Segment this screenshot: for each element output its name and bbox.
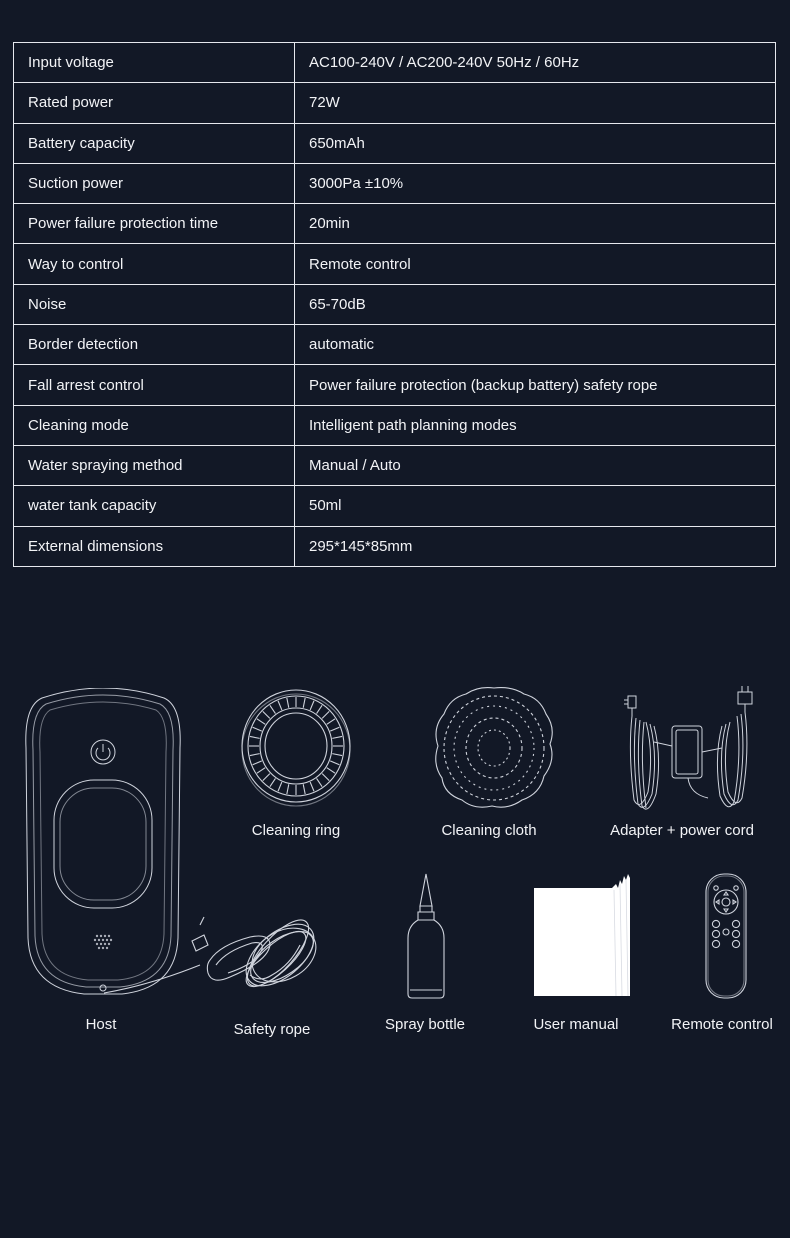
user-manual-illustration [532, 872, 632, 1002]
ring-tooth [250, 754, 260, 756]
spec-label: Noise [14, 284, 295, 324]
ring-tooth [330, 727, 339, 731]
ring-tooth [250, 736, 260, 738]
ring-tooth [263, 711, 270, 718]
table-row [14, 486, 776, 526]
spec-label: Way to control [14, 244, 295, 284]
table-row [14, 244, 776, 284]
caption-host: Host [85, 1016, 117, 1033]
ring-tooth [322, 711, 329, 718]
ring-tooth [253, 727, 262, 731]
ring-tooth [317, 705, 323, 713]
spec-value: Manual / Auto [295, 445, 776, 485]
table-row [14, 325, 776, 365]
spec-label: Battery capacity [14, 123, 295, 163]
ring-tooth [332, 754, 342, 756]
ring-tooth [303, 698, 305, 708]
spec-value: 65-70dB [295, 284, 776, 324]
ring-tooth [310, 782, 314, 791]
spec-label: Border detection [14, 325, 295, 365]
ring-tooth [303, 784, 305, 794]
ring-tooth [257, 768, 265, 774]
spec-value: Power failure protection (backup battery) safety rope [295, 365, 776, 405]
table-row [14, 445, 776, 485]
ring-tooth [270, 778, 276, 786]
spec-label: water tank capacity [14, 486, 295, 526]
spec-label: External dimensions [14, 526, 295, 566]
spec-value: 50ml [295, 486, 776, 526]
ring-tooth [330, 761, 339, 765]
spec-label: Water spraying method [14, 445, 295, 485]
spec-table [13, 42, 776, 567]
caption-user-manual: User manual [533, 1016, 619, 1033]
remote-control-illustration [704, 872, 748, 1000]
spec-value: Remote control [295, 244, 776, 284]
spec-value: 3000Pa ±10% [295, 163, 776, 203]
ring-tooth [257, 719, 265, 725]
table-row [14, 365, 776, 405]
table-row [14, 526, 776, 566]
caption-remote-control: Remote control [671, 1016, 773, 1033]
ring-tooth [310, 701, 314, 710]
table-row [14, 83, 776, 123]
ring-tooth [270, 705, 276, 713]
ring-tooth [278, 701, 282, 710]
cleaning-ring-illustration [240, 688, 352, 808]
spec-label: Suction power [14, 163, 295, 203]
table-row [14, 204, 776, 244]
spec-value: 650mAh [295, 123, 776, 163]
caption-spray-bottle: Spray bottle [384, 1016, 466, 1033]
spec-value: Intelligent path planning modes [295, 405, 776, 445]
spray-bottle-illustration [404, 872, 448, 1002]
ring-tooth [327, 719, 335, 725]
ring-tooth [332, 736, 342, 738]
adapter-illustration [618, 682, 758, 814]
ring-tooth [327, 768, 335, 774]
spec-label: Fall arrest control [14, 365, 295, 405]
ring-tooth [287, 784, 289, 794]
table-row [14, 123, 776, 163]
cleaning-cloth-illustration [432, 684, 556, 812]
spec-label: Power failure protection time [14, 204, 295, 244]
spec-value: automatic [295, 325, 776, 365]
table-row [14, 163, 776, 203]
table-row [14, 405, 776, 445]
ring-tooth [322, 774, 329, 781]
safety-rope-illustration [100, 905, 332, 1005]
spec-value: 20min [295, 204, 776, 244]
ring-tooth [278, 782, 282, 791]
spec-value: 295*145*85mm [295, 526, 776, 566]
ring-tooth [263, 774, 270, 781]
ring-tooth [253, 761, 262, 765]
ring-tooth [287, 698, 289, 708]
caption-cleaning-ring: Cleaning ring [251, 822, 341, 839]
ring-tooth [317, 778, 323, 786]
spec-label: Input voltage [14, 43, 295, 83]
spec-value: 72W [295, 83, 776, 123]
table-row [14, 43, 776, 83]
caption-safety-rope: Safety rope [233, 1021, 311, 1038]
spec-label: Rated power [14, 83, 295, 123]
table-row [14, 284, 776, 324]
caption-cleaning-cloth: Cleaning cloth [441, 822, 537, 839]
spec-label: Cleaning mode [14, 405, 295, 445]
caption-adapter: Adapter + power cord [610, 822, 754, 839]
spec-value: AC100-240V / AC200-240V 50Hz / 60Hz [295, 43, 776, 83]
